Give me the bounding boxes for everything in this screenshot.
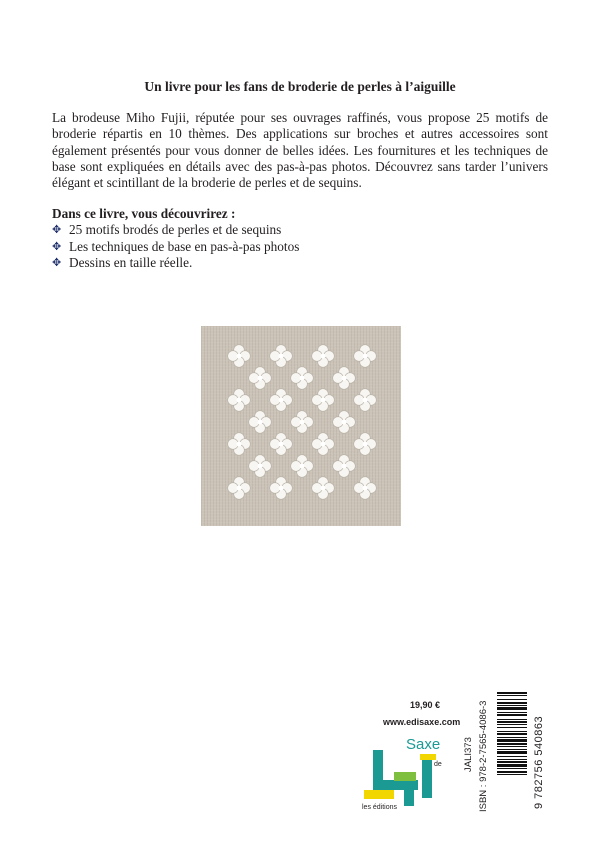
bead-motif bbox=[270, 389, 293, 412]
isbn: ISBN : 978-2-7565-4086-3 bbox=[478, 700, 489, 812]
bead-motif bbox=[333, 411, 356, 434]
discover-list bbox=[52, 222, 299, 272]
publisher-name: Saxe bbox=[406, 736, 441, 753]
bead-motif bbox=[270, 433, 293, 456]
bead-motif bbox=[270, 477, 293, 500]
list-item-label: Dessins en taille réelle. bbox=[69, 255, 193, 271]
bead-motif bbox=[249, 455, 272, 478]
bead-motif bbox=[333, 367, 356, 390]
bead-motif bbox=[312, 345, 335, 368]
fleuron-icon: ✥ bbox=[52, 256, 62, 270]
bead-motif bbox=[249, 367, 272, 390]
bead-motif bbox=[228, 345, 251, 368]
bead-motif bbox=[354, 345, 377, 368]
list-item bbox=[52, 239, 299, 256]
fleuron-icon: ✥ bbox=[52, 239, 62, 253]
reference-code: JALI373 bbox=[463, 737, 474, 772]
back-cover-heading: Un livre pour les fans de broderie de perles à l’aiguille bbox=[144, 79, 456, 94]
intro-paragraph: La brodeuse Miho Fujii, réputée pour ses ouvrages raffinés, vous propose 25 motifs de broderie répartis en 10 thèmes. Des applications sur broches et autres accessoires sont également présentés pour vous donner de belles idées. Les fournitures et les techniques de base sont expliquées en détails avec des pas-à-pas photos. Découvrez sans tarder l’univers élégant et scintillant de la broderie de perles et de sequins. bbox=[52, 110, 548, 191]
bead-motif bbox=[249, 411, 272, 434]
bead-motif bbox=[312, 477, 335, 500]
list-item bbox=[52, 222, 299, 239]
bead-motif bbox=[228, 389, 251, 412]
bead-motif bbox=[228, 433, 251, 456]
bead-motif bbox=[354, 477, 377, 500]
list-item-label: Les techniques de base en pas-à-pas photos bbox=[69, 238, 300, 254]
bead-motif bbox=[354, 433, 377, 456]
list-item bbox=[52, 255, 299, 272]
price: 19,90 € bbox=[410, 700, 441, 710]
publisher-de: de bbox=[434, 761, 442, 768]
bead-motif bbox=[270, 345, 293, 368]
bead-motif bbox=[312, 389, 335, 412]
bead-motif bbox=[291, 455, 314, 478]
publisher-website: www.edisaxe.com bbox=[383, 717, 461, 727]
list-item-label: 25 motifs brodés de perles et de sequins bbox=[69, 222, 282, 237]
discover-title: Dans ce livre, vous découvrirez : bbox=[52, 206, 236, 221]
bead-motifs bbox=[201, 326, 401, 526]
barcode-number: 9 782756 540863 bbox=[533, 715, 545, 809]
bead-motif bbox=[312, 433, 335, 456]
bead-motif bbox=[228, 477, 251, 500]
bead-motif bbox=[333, 455, 356, 478]
bead-motif bbox=[291, 411, 314, 434]
publisher-logo bbox=[360, 732, 460, 812]
fleuron-icon: ✥ bbox=[52, 223, 62, 236]
publisher-les-editions: les éditions bbox=[362, 804, 398, 811]
bead-motif bbox=[354, 389, 377, 412]
bead-motif bbox=[291, 367, 314, 390]
embroidery-photo bbox=[201, 326, 401, 526]
